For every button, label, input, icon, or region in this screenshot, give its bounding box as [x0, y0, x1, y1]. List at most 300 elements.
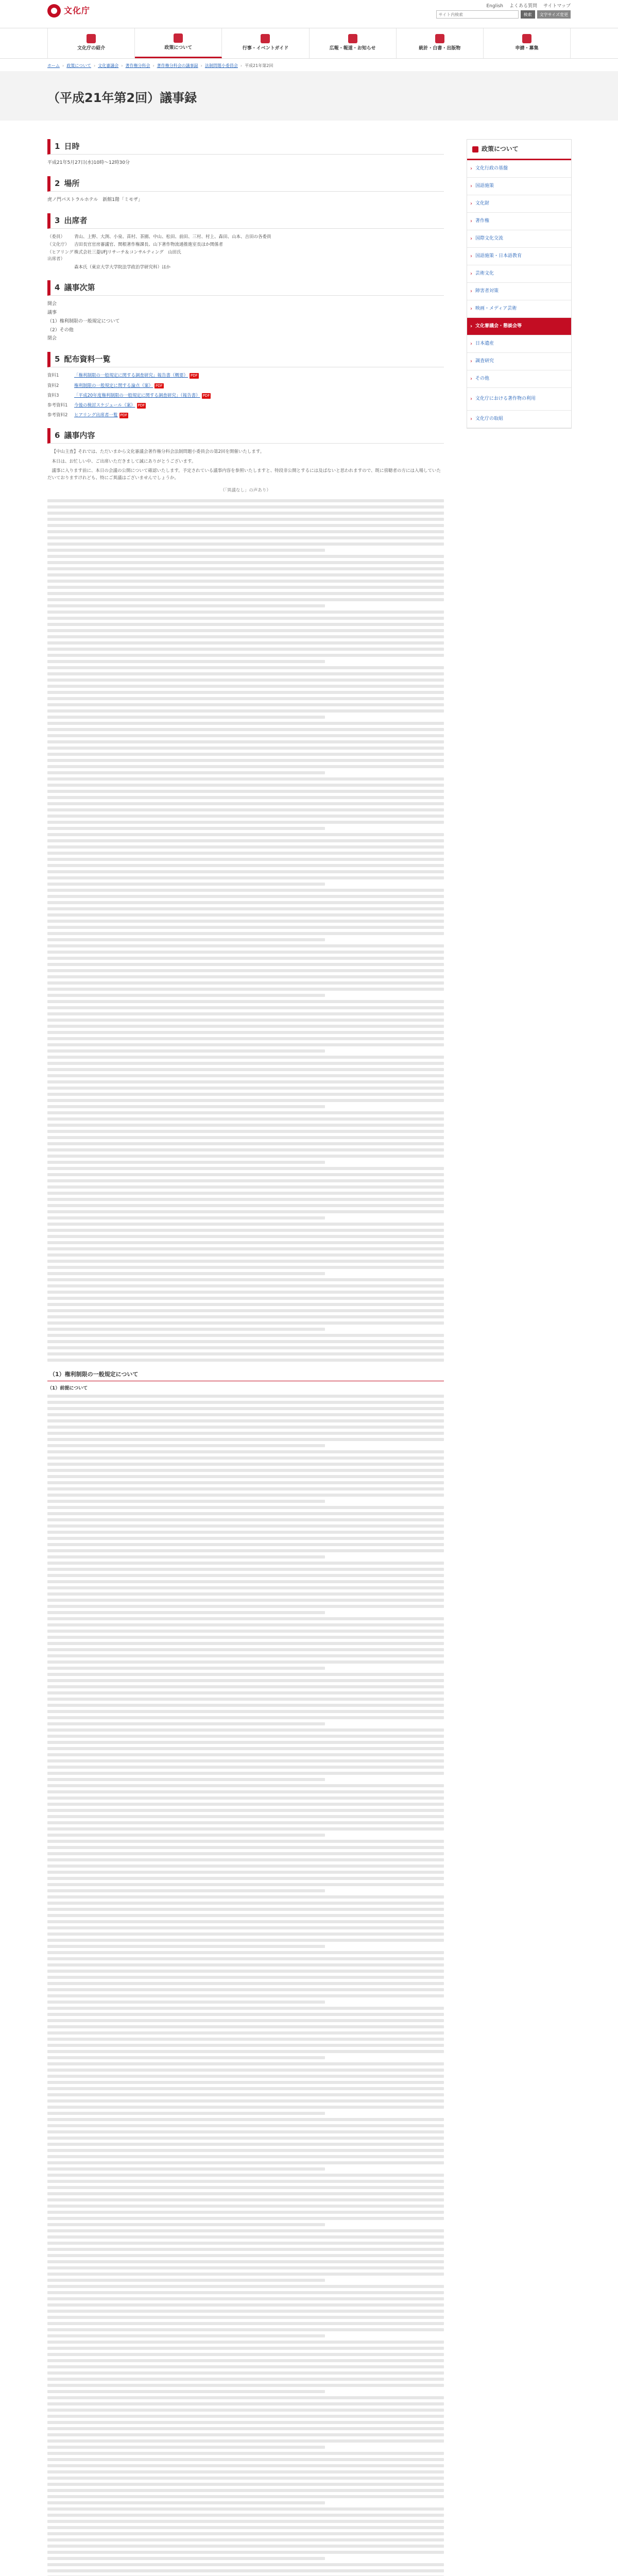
text-line — [47, 1099, 444, 1102]
text-line — [47, 1611, 325, 1614]
text-line — [47, 1167, 444, 1170]
sidebar-item-11[interactable]: › 調査研究 — [467, 353, 571, 370]
text-line — [47, 1303, 444, 1306]
text-line — [47, 1704, 444, 1707]
minutes-text-block — [47, 499, 444, 1362]
text-line — [47, 2557, 325, 2560]
text-line — [47, 1636, 444, 1639]
text-line — [47, 1735, 444, 1738]
text-line — [47, 2501, 325, 2504]
search-row — [436, 10, 571, 19]
text-line — [47, 1524, 444, 1528]
section-minutes — [47, 428, 444, 2576]
attendee-names: 森本氏（東京大学大学院法学政治学研究科）ほか — [74, 264, 171, 270]
text-line — [47, 864, 444, 867]
attendee-group — [47, 264, 74, 271]
text-line — [47, 573, 444, 577]
gnav-label: 広報・報道・お知らせ — [329, 46, 376, 52]
breadcrumb-link[interactable]: 著作権分科会 — [125, 63, 150, 68]
text-line — [47, 2260, 444, 2263]
text-line — [47, 1797, 444, 1800]
section-number: 2 — [55, 178, 60, 188]
text-line — [47, 1309, 444, 1312]
text-line — [47, 1334, 444, 1337]
text-line — [47, 505, 444, 509]
text-line — [47, 1895, 444, 1899]
text-line — [47, 2334, 325, 2337]
text-line — [47, 1185, 444, 1189]
pdf-icon: PDF — [138, 403, 145, 408]
text-line — [47, 499, 444, 502]
text-line — [47, 1444, 325, 1447]
document-row — [47, 383, 444, 389]
breadcrumb-current: 平成21年第2回 — [245, 63, 273, 68]
text-line — [47, 2242, 444, 2245]
text-line — [47, 1315, 444, 1318]
text-line — [47, 1155, 444, 1158]
sidebar-item-14[interactable]: › 文化庁の取組 — [467, 411, 571, 428]
text-line — [47, 1235, 444, 1238]
text-line — [47, 852, 444, 855]
text-line — [47, 586, 444, 589]
text-line — [47, 1778, 325, 1781]
text-line — [47, 1148, 444, 1151]
text-line — [47, 895, 444, 898]
agenda-item: 開会 — [47, 301, 57, 307]
text-line — [47, 1210, 444, 1213]
text-line — [47, 1889, 325, 1892]
text-line — [47, 567, 444, 570]
gnav-item-1[interactable] — [135, 28, 222, 58]
text-line — [47, 561, 444, 564]
text-line — [47, 598, 444, 601]
text-line — [47, 709, 444, 713]
text-line — [47, 2161, 444, 2164]
text-line — [47, 1698, 444, 1701]
text-line — [47, 2211, 444, 2214]
text-line — [47, 1494, 444, 1497]
text-line — [47, 1105, 325, 1108]
text-line — [47, 2569, 444, 2572]
document-link[interactable]: 権利制限の一般規定に関する論点（案） PDF — [74, 383, 163, 388]
text-line — [47, 1852, 444, 1855]
text-line — [47, 1487, 444, 1490]
text-line — [47, 2446, 325, 2449]
document-label: 資料3 — [47, 393, 59, 398]
section-number: 4 — [55, 282, 60, 292]
text-line — [47, 1062, 444, 1065]
text-line — [47, 623, 444, 626]
text-line — [47, 1056, 444, 1059]
text-line — [47, 703, 444, 706]
text-line — [47, 1679, 444, 1682]
document-row — [47, 412, 444, 419]
text-line — [47, 1450, 444, 1453]
text-line — [47, 2427, 444, 2430]
attendee-group: （ヒアリング出席者） — [47, 250, 74, 262]
gnav-item-4[interactable] — [397, 28, 484, 58]
text-line — [47, 2291, 444, 2294]
text-line — [47, 1741, 444, 1744]
text-line — [47, 2198, 444, 2201]
section-title: 出席者 — [64, 215, 88, 225]
text-line — [47, 641, 444, 645]
minor-heading: （1）前提について — [47, 1385, 88, 1391]
text-line — [47, 1346, 444, 1349]
text-line — [47, 2038, 444, 2041]
agenda-item: （2）その他 — [47, 327, 74, 333]
pdf-icon: PDF — [120, 413, 128, 418]
text-line — [47, 2347, 444, 2350]
document-label: 資料1 — [47, 373, 59, 379]
text-line — [47, 2310, 444, 2313]
text-line — [47, 2452, 444, 2455]
attendee-group: （文化庁） — [47, 242, 70, 248]
text-line — [47, 1673, 444, 1676]
text-line — [47, 994, 325, 997]
text-line — [47, 1790, 444, 1793]
document-label: 資料2 — [47, 383, 59, 388]
sidebar-item-1[interactable]: › 国語施策 — [467, 178, 571, 195]
breadcrumb-separator: › — [152, 63, 154, 68]
sidebar-item-10[interactable]: › 日本遺産 — [467, 335, 571, 353]
breadcrumb-separator: › — [62, 63, 64, 68]
title-band — [0, 71, 618, 121]
attendee-row — [47, 242, 444, 248]
sidebar-item-13[interactable]: › 文化庁における著作物の利用 — [467, 388, 571, 411]
gnav-label: 政策について — [164, 45, 193, 50]
section-place — [47, 176, 444, 204]
text-line — [47, 1019, 444, 1022]
breadcrumb-link[interactable]: 文化審議会 — [98, 63, 119, 68]
text-line — [47, 2396, 444, 2399]
text-line — [47, 1093, 444, 1096]
text-line — [47, 827, 325, 830]
minutes-paragraph: 本日は、お忙しい中、ご出席いただきまして誠にありがとうございます。 — [52, 459, 196, 464]
text-line — [47, 524, 444, 527]
text-line — [47, 1809, 444, 1812]
text-line — [47, 543, 444, 546]
text-line — [47, 1173, 444, 1176]
document-link[interactable]: 「平成20年度権利制限の一般規定に関する調査研究」（報告書） PDF — [74, 393, 210, 398]
search-button[interactable]: 検索 — [521, 10, 535, 19]
site-logo[interactable] — [47, 4, 90, 18]
text-line — [47, 1531, 444, 1534]
text-line — [47, 1858, 444, 1861]
sidebar-item-0[interactable]: › 文化行政の基盤 — [467, 160, 571, 178]
attendee-row — [47, 234, 444, 241]
agenda-item: 議事 — [47, 310, 57, 315]
agenda-item: 閉会 — [47, 336, 57, 342]
text-line — [47, 957, 444, 960]
sidebar-item-12[interactable]: › その他 — [467, 370, 571, 388]
text-line — [47, 2279, 325, 2282]
section-number: 1 — [55, 141, 60, 151]
text-line — [47, 1074, 444, 1077]
text-line — [47, 1512, 444, 1515]
text-line — [47, 2353, 444, 2356]
text-line — [47, 1933, 444, 1936]
text-line — [47, 648, 444, 651]
breadcrumb-separator: › — [121, 63, 123, 68]
text-line — [47, 580, 444, 583]
text-line — [47, 1580, 444, 1583]
text-line — [47, 969, 444, 972]
voices-note: （「異議なし」の声あり） — [220, 487, 271, 493]
text-line — [47, 1142, 444, 1145]
text-line — [47, 1877, 444, 1880]
text-line — [47, 2384, 444, 2387]
text-line — [47, 747, 444, 750]
sidebar-item-7[interactable]: › 障害者対策 — [467, 283, 571, 300]
gnav-item-0[interactable] — [47, 28, 135, 58]
text-line — [47, 1432, 444, 1435]
text-line — [47, 1976, 444, 1979]
text-line — [47, 2532, 444, 2535]
text-line — [47, 1840, 444, 1843]
text-line — [47, 2545, 444, 2548]
text-line — [47, 1902, 444, 1905]
text-line — [47, 2470, 444, 2473]
text-line — [47, 2285, 444, 2288]
text-line — [47, 2273, 444, 2276]
section-documents — [47, 352, 444, 419]
text-line — [47, 611, 444, 614]
text-line — [47, 2421, 444, 2424]
text-line — [47, 1463, 444, 1466]
text-line — [47, 1815, 444, 1818]
text-line — [47, 2050, 444, 2053]
text-line — [47, 784, 444, 787]
english-link[interactable]: English — [486, 4, 503, 9]
building-icon — [87, 34, 96, 43]
text-line — [47, 2341, 444, 2344]
attendee-group: （委員） — [47, 234, 65, 240]
text-line — [47, 1574, 444, 1577]
text-line — [47, 2087, 444, 2090]
text-line — [47, 1821, 444, 1824]
sidebar-item-8[interactable]: › 映画・メディア芸術 — [467, 300, 571, 318]
text-line — [47, 2378, 444, 2381]
document-link[interactable]: 今後の検討スケジュール（案） PDF — [74, 402, 145, 408]
text-line — [47, 765, 444, 768]
text-line — [47, 981, 444, 985]
text-line — [47, 536, 444, 539]
form-icon — [522, 34, 531, 43]
document-icon — [174, 33, 183, 43]
text-line — [47, 1049, 325, 1053]
text-line — [47, 926, 444, 929]
text-line — [47, 2477, 444, 2480]
text-line — [47, 740, 444, 743]
text-line — [47, 2563, 444, 2566]
text-line — [47, 2044, 444, 2047]
text-line — [47, 963, 444, 966]
text-line — [47, 1043, 444, 1046]
document-row — [47, 402, 444, 409]
text-line — [47, 1117, 444, 1121]
text-line — [47, 1667, 325, 1670]
text-line — [47, 2551, 444, 2554]
gnav-label: 行事・イベントガイド — [242, 46, 289, 52]
text-line — [47, 1198, 444, 1201]
text-line — [47, 1562, 444, 1565]
text-line — [47, 2167, 325, 2171]
megaphone-icon — [348, 34, 357, 43]
text-line — [47, 722, 444, 725]
text-line — [47, 1192, 444, 1195]
text-line — [47, 555, 444, 558]
text-line — [47, 771, 325, 774]
text-line — [47, 2223, 325, 2226]
text-line — [47, 1951, 444, 1954]
text-line — [47, 1759, 444, 1762]
pdf-icon: PDF — [202, 393, 210, 398]
faq-link[interactable]: よくある質問 — [509, 4, 537, 9]
minutes-text-block — [47, 1395, 444, 2576]
text-line — [47, 604, 325, 607]
text-line — [47, 2013, 444, 2016]
attendee-names: 株式会社三菱UFJリサーチ＆コンサルティング 山田氏 — [74, 250, 181, 256]
text-line — [47, 617, 444, 620]
text-line — [47, 1592, 444, 1596]
logo-icon — [47, 4, 61, 18]
text-line — [47, 2112, 325, 2115]
text-line — [47, 1537, 444, 1540]
text-line — [47, 2303, 444, 2307]
breadcrumb-separator: › — [240, 63, 243, 68]
text-line — [47, 1753, 444, 1756]
text-line — [47, 2205, 444, 2208]
text-line — [47, 2328, 444, 2331]
text-line — [47, 2359, 444, 2362]
text-line — [47, 549, 325, 552]
gnav-item-5[interactable] — [484, 28, 571, 58]
text-line — [47, 2235, 444, 2239]
search-input[interactable] — [436, 10, 519, 19]
text-line — [47, 1710, 444, 1713]
text-line — [47, 2001, 325, 2004]
text-line — [47, 839, 444, 842]
text-line — [47, 1136, 444, 1139]
text-line — [47, 2266, 444, 2269]
text-line — [47, 1846, 444, 1849]
text-line — [47, 1321, 444, 1325]
minutes-paragraph: 【中山主査】それでは、ただいまから文化審議会著作権分科会法制問題小委員会の第2回を開催いたします。 — [52, 449, 265, 455]
sidebar-item-9[interactable]: › 文化審議会・懇談会等 — [467, 318, 571, 335]
text-line — [47, 2062, 444, 2065]
text-line — [47, 1087, 444, 1090]
text-line — [47, 951, 444, 954]
font-size-button[interactable]: 文字サイズ変更 — [537, 10, 571, 19]
text-line — [47, 1803, 444, 1806]
gnav-item-3[interactable] — [310, 28, 397, 58]
sidebar-item-3[interactable]: › 著作権 — [467, 213, 571, 230]
breadcrumb — [47, 63, 273, 69]
section-title: 議事次第 — [64, 282, 95, 292]
section-datetime — [47, 139, 444, 167]
text-line — [47, 944, 444, 947]
text-line — [47, 2137, 444, 2140]
text-line — [47, 1599, 444, 1602]
text-line — [47, 2130, 444, 2133]
text-line — [47, 1728, 444, 1732]
sitemap-link[interactable]: サイトマップ — [543, 4, 571, 9]
breadcrumb-link[interactable]: 著作権分科会の議事録 — [157, 63, 198, 68]
text-line — [47, 1716, 444, 1719]
document-icon — [472, 146, 478, 152]
breadcrumb-link[interactable]: 政策について — [66, 63, 92, 68]
text-line — [47, 821, 444, 824]
document-row — [47, 372, 444, 379]
text-line — [47, 2075, 444, 2078]
gnav-label: 統計・白書・出版物 — [419, 46, 461, 52]
text-line — [47, 1359, 444, 1362]
sidebar — [467, 139, 572, 429]
text-line — [47, 1031, 444, 1034]
text-line — [47, 1883, 444, 1886]
text-line — [47, 1747, 444, 1750]
text-line — [47, 1179, 444, 1182]
text-line — [47, 1784, 444, 1787]
text-line — [47, 1617, 444, 1620]
text-line — [47, 777, 444, 781]
document-link[interactable]: ヒアリング出席者一覧 PDF — [74, 413, 128, 418]
text-line — [47, 1253, 444, 1257]
calendar-icon — [261, 34, 270, 43]
sidebar-item-6[interactable]: › 芸術文化 — [467, 265, 571, 283]
breadcrumb-link[interactable]: ホーム — [47, 63, 60, 68]
breadcrumb-link[interactable]: 法制問題小委員会 — [204, 63, 238, 68]
subheading: （1）権利制限の一般規定について — [47, 1368, 444, 1381]
document-link[interactable]: 「権利制限の一般規定に関する調査研究」報告書（概要） PDF — [74, 373, 198, 379]
sidebar-item-4[interactable]: › 国際文化交流 — [467, 230, 571, 248]
text-line — [47, 1642, 444, 1645]
text-line — [47, 2155, 444, 2158]
gnav-item-2[interactable] — [222, 28, 309, 58]
text-line — [47, 1772, 444, 1775]
text-line — [47, 518, 444, 521]
text-line — [47, 2174, 444, 2177]
text-line — [47, 2507, 444, 2511]
text-line — [47, 1871, 444, 1874]
text-line — [47, 1586, 444, 1589]
text-line — [47, 1266, 444, 1269]
text-line — [47, 1161, 325, 1164]
text-line — [47, 530, 444, 533]
text-line — [47, 920, 444, 923]
text-line — [47, 1204, 444, 1207]
text-line — [47, 1328, 325, 1331]
text-line — [47, 2495, 444, 2498]
text-line — [47, 753, 444, 756]
text-line — [47, 1939, 444, 1942]
text-line — [47, 1247, 444, 1250]
text-line — [47, 1407, 444, 1410]
text-line — [47, 1691, 444, 1694]
text-line — [47, 845, 444, 849]
section-number: 6 — [55, 431, 60, 440]
text-line — [47, 1229, 444, 1232]
sidebar-item-5[interactable]: › 国語施策・日本語教育 — [467, 248, 571, 265]
text-line — [47, 1549, 444, 1552]
text-line — [47, 1068, 444, 1071]
text-line — [47, 988, 444, 991]
sidebar-item-2[interactable]: › 文化財 — [467, 195, 571, 213]
section-number: 3 — [55, 215, 60, 225]
text-line — [47, 2056, 325, 2059]
text-line — [47, 1438, 444, 1441]
